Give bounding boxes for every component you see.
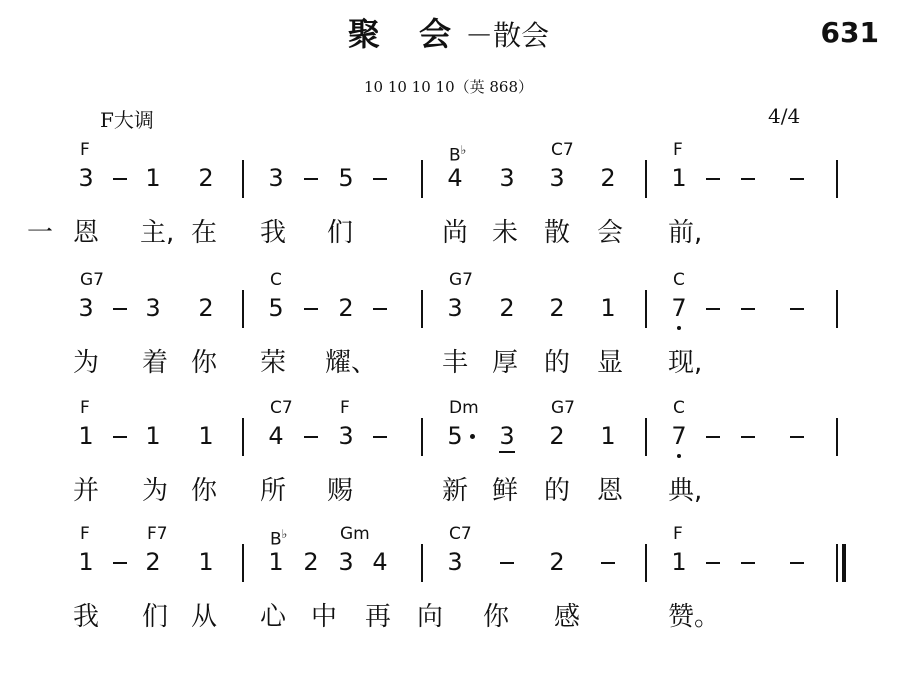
augmentation-dot bbox=[470, 434, 475, 439]
dash-extension bbox=[706, 436, 720, 438]
lyric-char: 典, bbox=[668, 476, 703, 506]
chord-symbol: C bbox=[673, 270, 685, 290]
note: 2 bbox=[198, 294, 214, 322]
lyric-char: 你 bbox=[190, 348, 217, 378]
dash-extension bbox=[304, 308, 318, 310]
note: 1 bbox=[268, 548, 284, 576]
barline bbox=[836, 160, 838, 198]
note: 2 bbox=[145, 548, 161, 576]
dash-extension bbox=[113, 308, 127, 310]
dash-extension bbox=[113, 178, 127, 180]
note: 1 bbox=[671, 164, 687, 192]
dash-extension bbox=[790, 436, 804, 438]
note: 3 bbox=[78, 294, 94, 322]
chord-symbol: B♭ bbox=[270, 527, 288, 550]
barline bbox=[836, 418, 838, 456]
title-sub: －散会 bbox=[465, 19, 550, 52]
note: 2 bbox=[549, 422, 565, 450]
note: 1 bbox=[671, 548, 687, 576]
chord-symbol: F bbox=[80, 524, 90, 544]
note: 3 bbox=[549, 164, 565, 192]
chord-symbol: G7 bbox=[80, 270, 104, 290]
barline bbox=[645, 160, 647, 198]
lyric-char: 向 bbox=[416, 602, 443, 632]
chord-symbol: C7 bbox=[551, 140, 574, 160]
note: 1 bbox=[198, 548, 214, 576]
note: 1 bbox=[198, 422, 214, 450]
dash-extension bbox=[373, 178, 387, 180]
dash-extension bbox=[373, 308, 387, 310]
dash-extension bbox=[741, 562, 755, 564]
key-signature: F大调 bbox=[100, 108, 154, 132]
note: 2 bbox=[549, 548, 565, 576]
dash-extension bbox=[706, 308, 720, 310]
dash-extension bbox=[373, 436, 387, 438]
lyric-char: 一 bbox=[26, 218, 53, 248]
note: 5 bbox=[338, 164, 354, 192]
barline bbox=[836, 544, 838, 582]
barline bbox=[421, 290, 423, 328]
chord-symbol: B♭ bbox=[449, 143, 467, 166]
lyric-char: 感 bbox=[553, 602, 580, 632]
lyric-char: 新 bbox=[441, 476, 468, 506]
note: 1 bbox=[600, 294, 616, 322]
dash-extension bbox=[500, 562, 514, 564]
note: 2 bbox=[303, 548, 319, 576]
dash-extension bbox=[790, 562, 804, 564]
dash-extension bbox=[790, 308, 804, 310]
chord-symbol: F bbox=[80, 140, 90, 160]
chord-symbol: Gm bbox=[340, 524, 370, 544]
note: 3 bbox=[338, 548, 354, 576]
chord-symbol: F7 bbox=[147, 524, 168, 544]
lyric-char: 中 bbox=[310, 602, 337, 632]
lyric-char: 在 bbox=[190, 218, 217, 248]
eighth-underline bbox=[499, 451, 515, 453]
lyric-char: 耀、 bbox=[325, 348, 378, 378]
note: 2 bbox=[198, 164, 214, 192]
lyric-char: 我 bbox=[72, 602, 99, 632]
lyric-char: 心 bbox=[259, 602, 286, 632]
lyric-char: 并 bbox=[72, 476, 99, 506]
lyric-char: 赞。 bbox=[668, 602, 721, 632]
note: 3 bbox=[78, 164, 94, 192]
note: 4 bbox=[447, 164, 463, 192]
note: 3 bbox=[499, 422, 515, 450]
note: 5 bbox=[268, 294, 284, 322]
dash-extension bbox=[706, 562, 720, 564]
chord-symbol: C7 bbox=[449, 524, 472, 544]
dash-extension bbox=[741, 178, 755, 180]
final-barline bbox=[842, 544, 846, 582]
lyric-char: 们 bbox=[326, 218, 353, 248]
lyric-char: 荣 bbox=[259, 348, 286, 378]
barline bbox=[242, 544, 244, 582]
lyric-char: 为 bbox=[72, 348, 99, 378]
lyric-char: 现, bbox=[668, 348, 703, 378]
lyric-char: 显 bbox=[596, 348, 623, 378]
chord-symbol: C7 bbox=[270, 398, 293, 418]
lyric-char: 所 bbox=[259, 476, 286, 506]
lyric-char: 鲜 bbox=[491, 476, 518, 506]
dash-extension bbox=[790, 178, 804, 180]
dash-extension bbox=[706, 178, 720, 180]
note: 1 bbox=[78, 548, 94, 576]
lyric-char: 前, bbox=[668, 218, 703, 248]
lyric-char: 为 bbox=[141, 476, 168, 506]
lyric-char: 你 bbox=[482, 602, 509, 632]
chord-symbol: F bbox=[673, 140, 683, 160]
dash-extension bbox=[304, 436, 318, 438]
note: 3 bbox=[447, 548, 463, 576]
dash-extension bbox=[113, 562, 127, 564]
lyric-char: 们 bbox=[141, 602, 168, 632]
lyric-char: 我 bbox=[259, 218, 286, 248]
barline bbox=[242, 290, 244, 328]
chord-symbol: C bbox=[673, 398, 685, 418]
lyric-char: 主, bbox=[140, 218, 175, 248]
barline bbox=[645, 290, 647, 328]
chord-symbol: C bbox=[270, 270, 282, 290]
chord-symbol: F bbox=[340, 398, 350, 418]
lyric-char: 着 bbox=[141, 348, 168, 378]
note: 3 bbox=[145, 294, 161, 322]
note: 1 bbox=[145, 164, 161, 192]
note: 7 bbox=[671, 294, 687, 322]
chord-symbol: Dm bbox=[449, 398, 479, 418]
chord-symbol: G7 bbox=[449, 270, 473, 290]
note: 4 bbox=[372, 548, 388, 576]
lyric-char: 再 bbox=[364, 602, 391, 632]
dash-extension bbox=[304, 178, 318, 180]
lyric-char: 恩 bbox=[596, 476, 623, 506]
dash-extension bbox=[113, 436, 127, 438]
note: 4 bbox=[268, 422, 284, 450]
note: 3 bbox=[499, 164, 515, 192]
barline bbox=[421, 418, 423, 456]
barline bbox=[836, 290, 838, 328]
lyric-char: 丰 bbox=[441, 348, 468, 378]
note: 1 bbox=[145, 422, 161, 450]
note: 2 bbox=[549, 294, 565, 322]
time-signature: 4/4 bbox=[768, 104, 801, 128]
lyric-char: 赐 bbox=[326, 476, 353, 506]
note: 5 bbox=[447, 422, 463, 450]
chord-symbol: G7 bbox=[551, 398, 575, 418]
note: 2 bbox=[600, 164, 616, 192]
dash-extension bbox=[741, 308, 755, 310]
barline bbox=[242, 418, 244, 456]
note: 2 bbox=[338, 294, 354, 322]
low-octave-dot bbox=[677, 454, 681, 458]
lyric-char: 会 bbox=[596, 218, 623, 248]
barline bbox=[421, 160, 423, 198]
lyric-char: 尚 bbox=[441, 218, 468, 248]
lyric-char: 的 bbox=[543, 476, 570, 506]
hymn-title bbox=[0, 14, 897, 56]
lyric-char: 未 bbox=[491, 218, 518, 248]
low-octave-dot bbox=[677, 326, 681, 330]
lyric-char: 厚 bbox=[491, 348, 518, 378]
note: 3 bbox=[338, 422, 354, 450]
barline bbox=[645, 544, 647, 582]
chord-symbol: F bbox=[80, 398, 90, 418]
barline bbox=[421, 544, 423, 582]
lyric-char: 恩 bbox=[72, 218, 99, 248]
note: 7 bbox=[671, 422, 687, 450]
lyric-char: 从 bbox=[190, 602, 217, 632]
note: 3 bbox=[447, 294, 463, 322]
hymn-number: 631 bbox=[820, 16, 879, 49]
note: 1 bbox=[600, 422, 616, 450]
note: 2 bbox=[499, 294, 515, 322]
note: 3 bbox=[268, 164, 284, 192]
chord-symbol: F bbox=[673, 524, 683, 544]
note: 1 bbox=[78, 422, 94, 450]
barline bbox=[645, 418, 647, 456]
dash-extension bbox=[601, 562, 615, 564]
lyric-char: 的 bbox=[543, 348, 570, 378]
dash-extension bbox=[741, 436, 755, 438]
lyric-char: 散 bbox=[543, 218, 570, 248]
barline bbox=[242, 160, 244, 198]
meter: 10 10 10 10（英 868） bbox=[363, 78, 534, 96]
title-main: 聚 会 bbox=[347, 15, 466, 53]
lyric-char: 你 bbox=[190, 476, 217, 506]
